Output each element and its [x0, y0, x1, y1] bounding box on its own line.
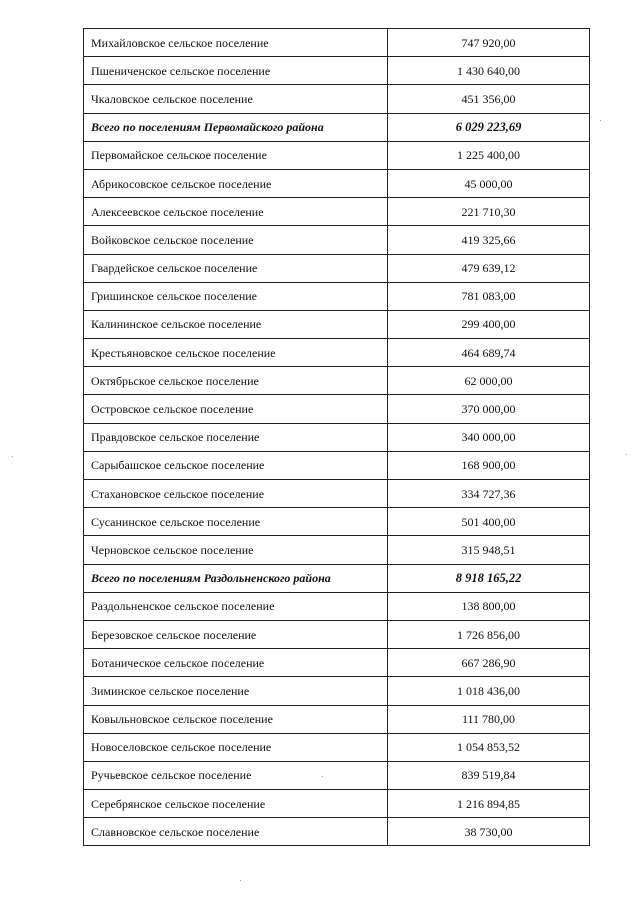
table-row	[84, 339, 590, 367]
table-row	[84, 649, 590, 677]
table-row	[84, 761, 590, 789]
settlement-name-cell: Первомайское сельское поселение	[84, 141, 388, 169]
amount-cell: 419 325,66	[388, 226, 590, 254]
settlement-name-cell: Калининское сельское поселение	[84, 310, 388, 338]
table-row	[84, 818, 590, 846]
table-row	[84, 480, 590, 508]
amount-cell: 8 918 165,22	[388, 564, 590, 592]
table-row	[84, 282, 590, 310]
amount-cell: 747 920,00	[388, 29, 590, 57]
settlement-name-cell: Пшениченское сельское поселение	[84, 57, 388, 85]
amount-cell: 501 400,00	[388, 508, 590, 536]
table-row	[84, 254, 590, 282]
amount-cell: 334 727,36	[388, 480, 590, 508]
amount-cell: 464 689,74	[388, 339, 590, 367]
amount-cell: 370 000,00	[388, 395, 590, 423]
table-row	[84, 508, 590, 536]
settlement-name-cell: Сарыбашское сельское поселение	[84, 451, 388, 479]
table-row	[84, 226, 590, 254]
table-row	[84, 705, 590, 733]
table-row	[84, 395, 590, 423]
amount-cell: 38 730,00	[388, 818, 590, 846]
amount-cell: 451 356,00	[388, 85, 590, 113]
table-body	[84, 29, 590, 846]
settlement-name-cell: Войковское сельское поселение	[84, 226, 388, 254]
settlement-name-cell: Гришинское сельское поселение	[84, 282, 388, 310]
amount-cell: 667 286,90	[388, 649, 590, 677]
amount-cell: 1 430 640,00	[388, 57, 590, 85]
table-row	[84, 85, 590, 113]
table-row	[84, 536, 590, 564]
amount-cell: 6 029 223,69	[388, 113, 590, 141]
settlement-name-cell: Чкаловское сельское поселение	[84, 85, 388, 113]
document-page	[83, 28, 588, 846]
scan-speck	[600, 120, 601, 121]
amount-cell: 111 780,00	[388, 705, 590, 733]
scan-speck	[626, 454, 627, 455]
settlement-name-cell: Островское сельское поселение	[84, 395, 388, 423]
amount-cell: 62 000,00	[388, 367, 590, 395]
settlement-name-cell: Черновское сельское поселение	[84, 536, 388, 564]
settlement-name-cell: Крестьяновское сельское поселение	[84, 339, 388, 367]
settlement-name-cell: Правдовское сельское поселение	[84, 423, 388, 451]
scan-speck	[12, 456, 13, 457]
settlement-name-cell: Сусанинское сельское поселение	[84, 508, 388, 536]
scan-speck	[322, 776, 323, 777]
amount-cell: 1 225 400,00	[388, 141, 590, 169]
table-row	[84, 423, 590, 451]
table-row	[84, 677, 590, 705]
settlement-name-cell: Серебрянское сельское поселение	[84, 790, 388, 818]
table-row	[84, 790, 590, 818]
settlement-name-cell: Новоселовское сельское поселение	[84, 733, 388, 761]
table-row	[84, 169, 590, 197]
table-row	[84, 198, 590, 226]
settlement-name-cell: Всего по поселениям Первомайского района	[84, 113, 388, 141]
settlement-name-cell: Зиминское сельское поселение	[84, 677, 388, 705]
settlement-name-cell: Абрикосовское сельское поселение	[84, 169, 388, 197]
settlement-name-cell: Алексеевское сельское поселение	[84, 198, 388, 226]
amount-cell: 340 000,00	[388, 423, 590, 451]
settlement-name-cell: Октябрьское сельское поселение	[84, 367, 388, 395]
table-row	[84, 57, 590, 85]
table-row	[84, 29, 590, 57]
amount-cell: 45 000,00	[388, 169, 590, 197]
settlement-name-cell: Ботаническое сельское поселение	[84, 649, 388, 677]
settlement-name-cell: Раздольненское сельское поселение	[84, 592, 388, 620]
amount-cell: 479 639,12	[388, 254, 590, 282]
budget-table	[83, 28, 590, 846]
settlement-name-cell: Ручьевское сельское поселение	[84, 761, 388, 789]
amount-cell: 1 054 853,52	[388, 733, 590, 761]
amount-cell: 221 710,30	[388, 198, 590, 226]
scan-speck	[240, 880, 241, 881]
amount-cell: 1 018 436,00	[388, 677, 590, 705]
amount-cell: 839 519,84	[388, 761, 590, 789]
table-row	[84, 733, 590, 761]
amount-cell: 1 216 894,85	[388, 790, 590, 818]
table-row	[84, 310, 590, 338]
table-row	[84, 141, 590, 169]
table-row	[84, 451, 590, 479]
table-row	[84, 620, 590, 648]
amount-cell: 168 900,00	[388, 451, 590, 479]
settlement-name-cell: Всего по поселениям Раздольненского района	[84, 564, 388, 592]
table-row-total	[84, 113, 590, 141]
table-row	[84, 592, 590, 620]
settlement-name-cell: Ковыльновское сельское поселение	[84, 705, 388, 733]
settlement-name-cell: Стахановское сельское поселение	[84, 480, 388, 508]
amount-cell: 1 726 856,00	[388, 620, 590, 648]
settlement-name-cell: Гвардейское сельское поселение	[84, 254, 388, 282]
table-row	[84, 367, 590, 395]
amount-cell: 138 800,00	[388, 592, 590, 620]
amount-cell: 781 083,00	[388, 282, 590, 310]
settlement-name-cell: Березовское сельское поселение	[84, 620, 388, 648]
amount-cell: 315 948,51	[388, 536, 590, 564]
settlement-name-cell: Михайловское сельское поселение	[84, 29, 388, 57]
table-row-total	[84, 564, 590, 592]
settlement-name-cell: Славновское сельское поселение	[84, 818, 388, 846]
amount-cell: 299 400,00	[388, 310, 590, 338]
